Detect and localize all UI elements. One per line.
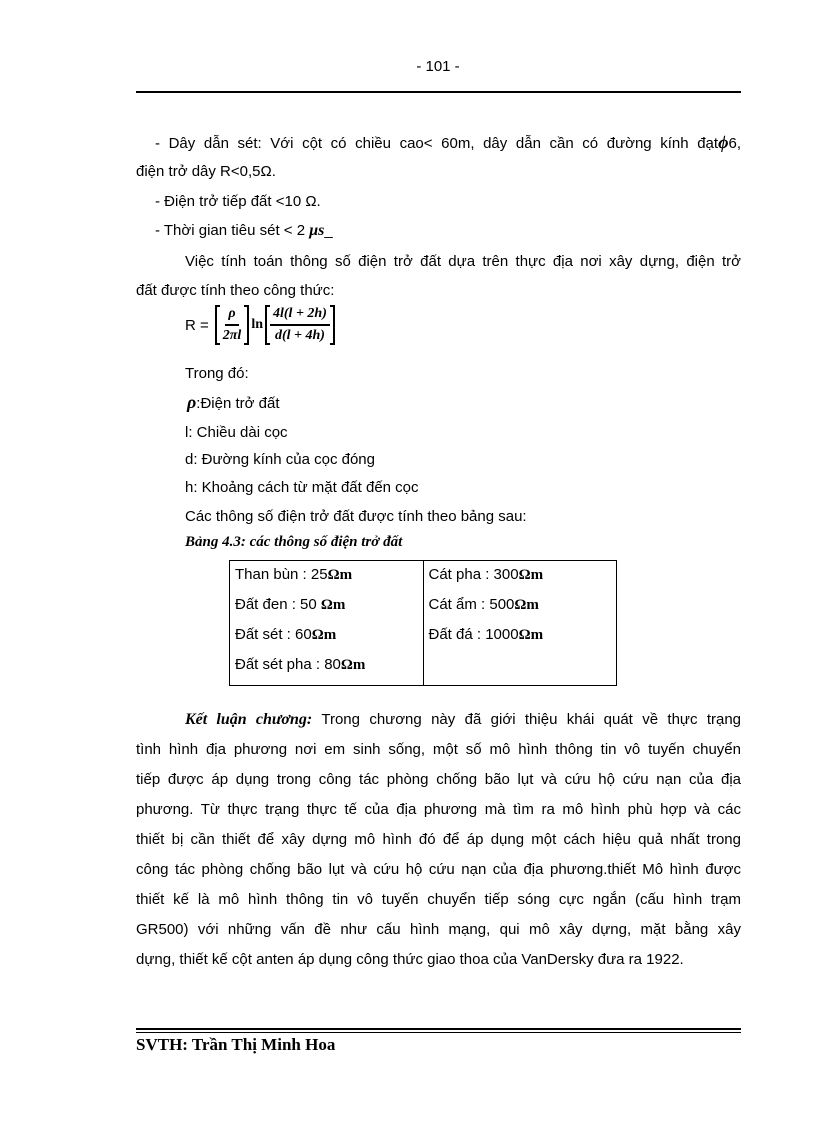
formula-bracket-2	[265, 305, 335, 345]
bullet-earth-resistance: - Điện trở tiếp đất <10 Ω.	[155, 193, 321, 210]
table-cell: Cát ẩm : 500Ωm	[428, 596, 539, 613]
conclusion-heading: Kết luận chương:	[185, 711, 313, 728]
bullet-discharge-text: - Thời gian tiêu sét < 2	[155, 222, 310, 239]
formula-lhs: R =	[185, 316, 209, 334]
intro-line1: Việc tính toán thông số điện trở đất dựa trên thực địa nơi xây dựng, điện trở	[185, 253, 741, 270]
def-diameter: d: Đường kính của cọc đóng	[185, 451, 375, 468]
table-caption: Bảng 4.3: các thông số điện trở đất	[185, 534, 403, 550]
where-label: Trong đó:	[185, 365, 249, 382]
table-cell: Đất sét : 60Ωm	[235, 626, 337, 643]
table-intro: Các thông số điện trở đất được tính theo bảng sau:	[185, 508, 527, 525]
conclusion-line9: dựng, thiết kế cột anten áp dụng công thức giao thoa của VanDersky đưa ra 1922.	[136, 951, 684, 968]
conclusion-line4: phương. Từ thực trạng thực tế của địa phương mà tìm ra mô hình phù hợp và các	[136, 801, 741, 818]
phi-symbol: ϕ	[718, 132, 729, 152]
conclusion-line3: tiếp được áp dụng trong công tác phòng chống bão lụt và cứu hộ cứu nạn của địa	[136, 771, 741, 788]
table-cell: Cát pha : 300Ωm	[428, 566, 544, 583]
conclusion-line2: tình hình địa phương nơi em sinh sống, một số mô hình thông tin vô tuyến chuyển	[136, 741, 741, 758]
conclusion-line6: công tác phòng chống bão lụt và cứu hộ cứu nạn của địa phương.thiết Mô hình được	[136, 861, 741, 878]
fraction-rho-numerator: ρ	[225, 305, 238, 326]
conclusion-line5: thiết bị cần thiết để xây dựng mô hình đó để áp dụng một cách hiệu quả nhất trong	[136, 831, 741, 848]
bullet-conductor-text: - Dây dẫn sét: Với cột có chiều cao< 60m, dây dẫn cần có đường kính đạt	[155, 135, 719, 152]
bullet-conductor-tail: 6,	[728, 135, 741, 152]
conclusion-line7: thiết kế là mô hình thông tin vô tuyến chuyển tiếp sóng cực ngắn (cấu hình trạm	[136, 891, 741, 908]
fraction-rho-denominator: 2πl	[222, 328, 242, 343]
def-depth: h: Khoảng cách từ mặt đất đến cọc	[185, 479, 419, 496]
def-length: l: Chiều dài cọc	[185, 424, 288, 441]
fraction-log-argument	[270, 305, 330, 345]
conclusion-line8: GR500) với những vấn đề như cấu hình mạng, qui mô xây dựng, mặt bằng xây	[136, 921, 741, 938]
earth-resistance-formula	[185, 305, 335, 345]
rho-symbol: ρ	[187, 392, 197, 412]
formula-ln: ln	[251, 317, 263, 332]
table-cell: Đất đen : 50 Ωm	[235, 596, 346, 613]
bullet-discharge-time: - Thời gian tiêu sét < 2 μs_	[155, 222, 333, 239]
table-right-column	[423, 561, 617, 686]
fraction-log-numerator: 4l(l + 2h)	[270, 305, 330, 326]
fraction-log-denominator: d(l + 4h)	[274, 328, 325, 343]
bullet-conductor-line1	[155, 132, 741, 153]
microsecond-unit: μs	[309, 222, 325, 239]
conclusion-line1: Kết luận chương: Trong chương này đã giới thiệu khái quát về thực trạng	[185, 711, 742, 728]
fraction-rho	[220, 305, 245, 345]
bullet-conductor-line2: điện trở dây R<0,5Ω.	[136, 163, 276, 180]
def-rho: :Điện trở đất	[196, 395, 280, 412]
footer-author: SVTH: Trần Thị Minh Hoa	[136, 1035, 336, 1054]
footer-rule	[136, 1028, 741, 1030]
footer-rule-thin	[136, 1032, 741, 1033]
table-cell: Đất sét pha : 80Ωm	[235, 656, 366, 673]
table-cell: Đất đá : 1000Ωm	[428, 626, 544, 643]
table-cell: Than bùn : 25Ωm	[235, 566, 353, 583]
header-rule	[136, 91, 741, 93]
intro-line2: đất được tính theo công thức:	[136, 282, 335, 299]
table-left-column	[230, 561, 424, 686]
earth-resistance-table	[229, 560, 617, 686]
formula-bracket-1	[215, 305, 250, 345]
page-number: - 101 -	[416, 58, 460, 75]
